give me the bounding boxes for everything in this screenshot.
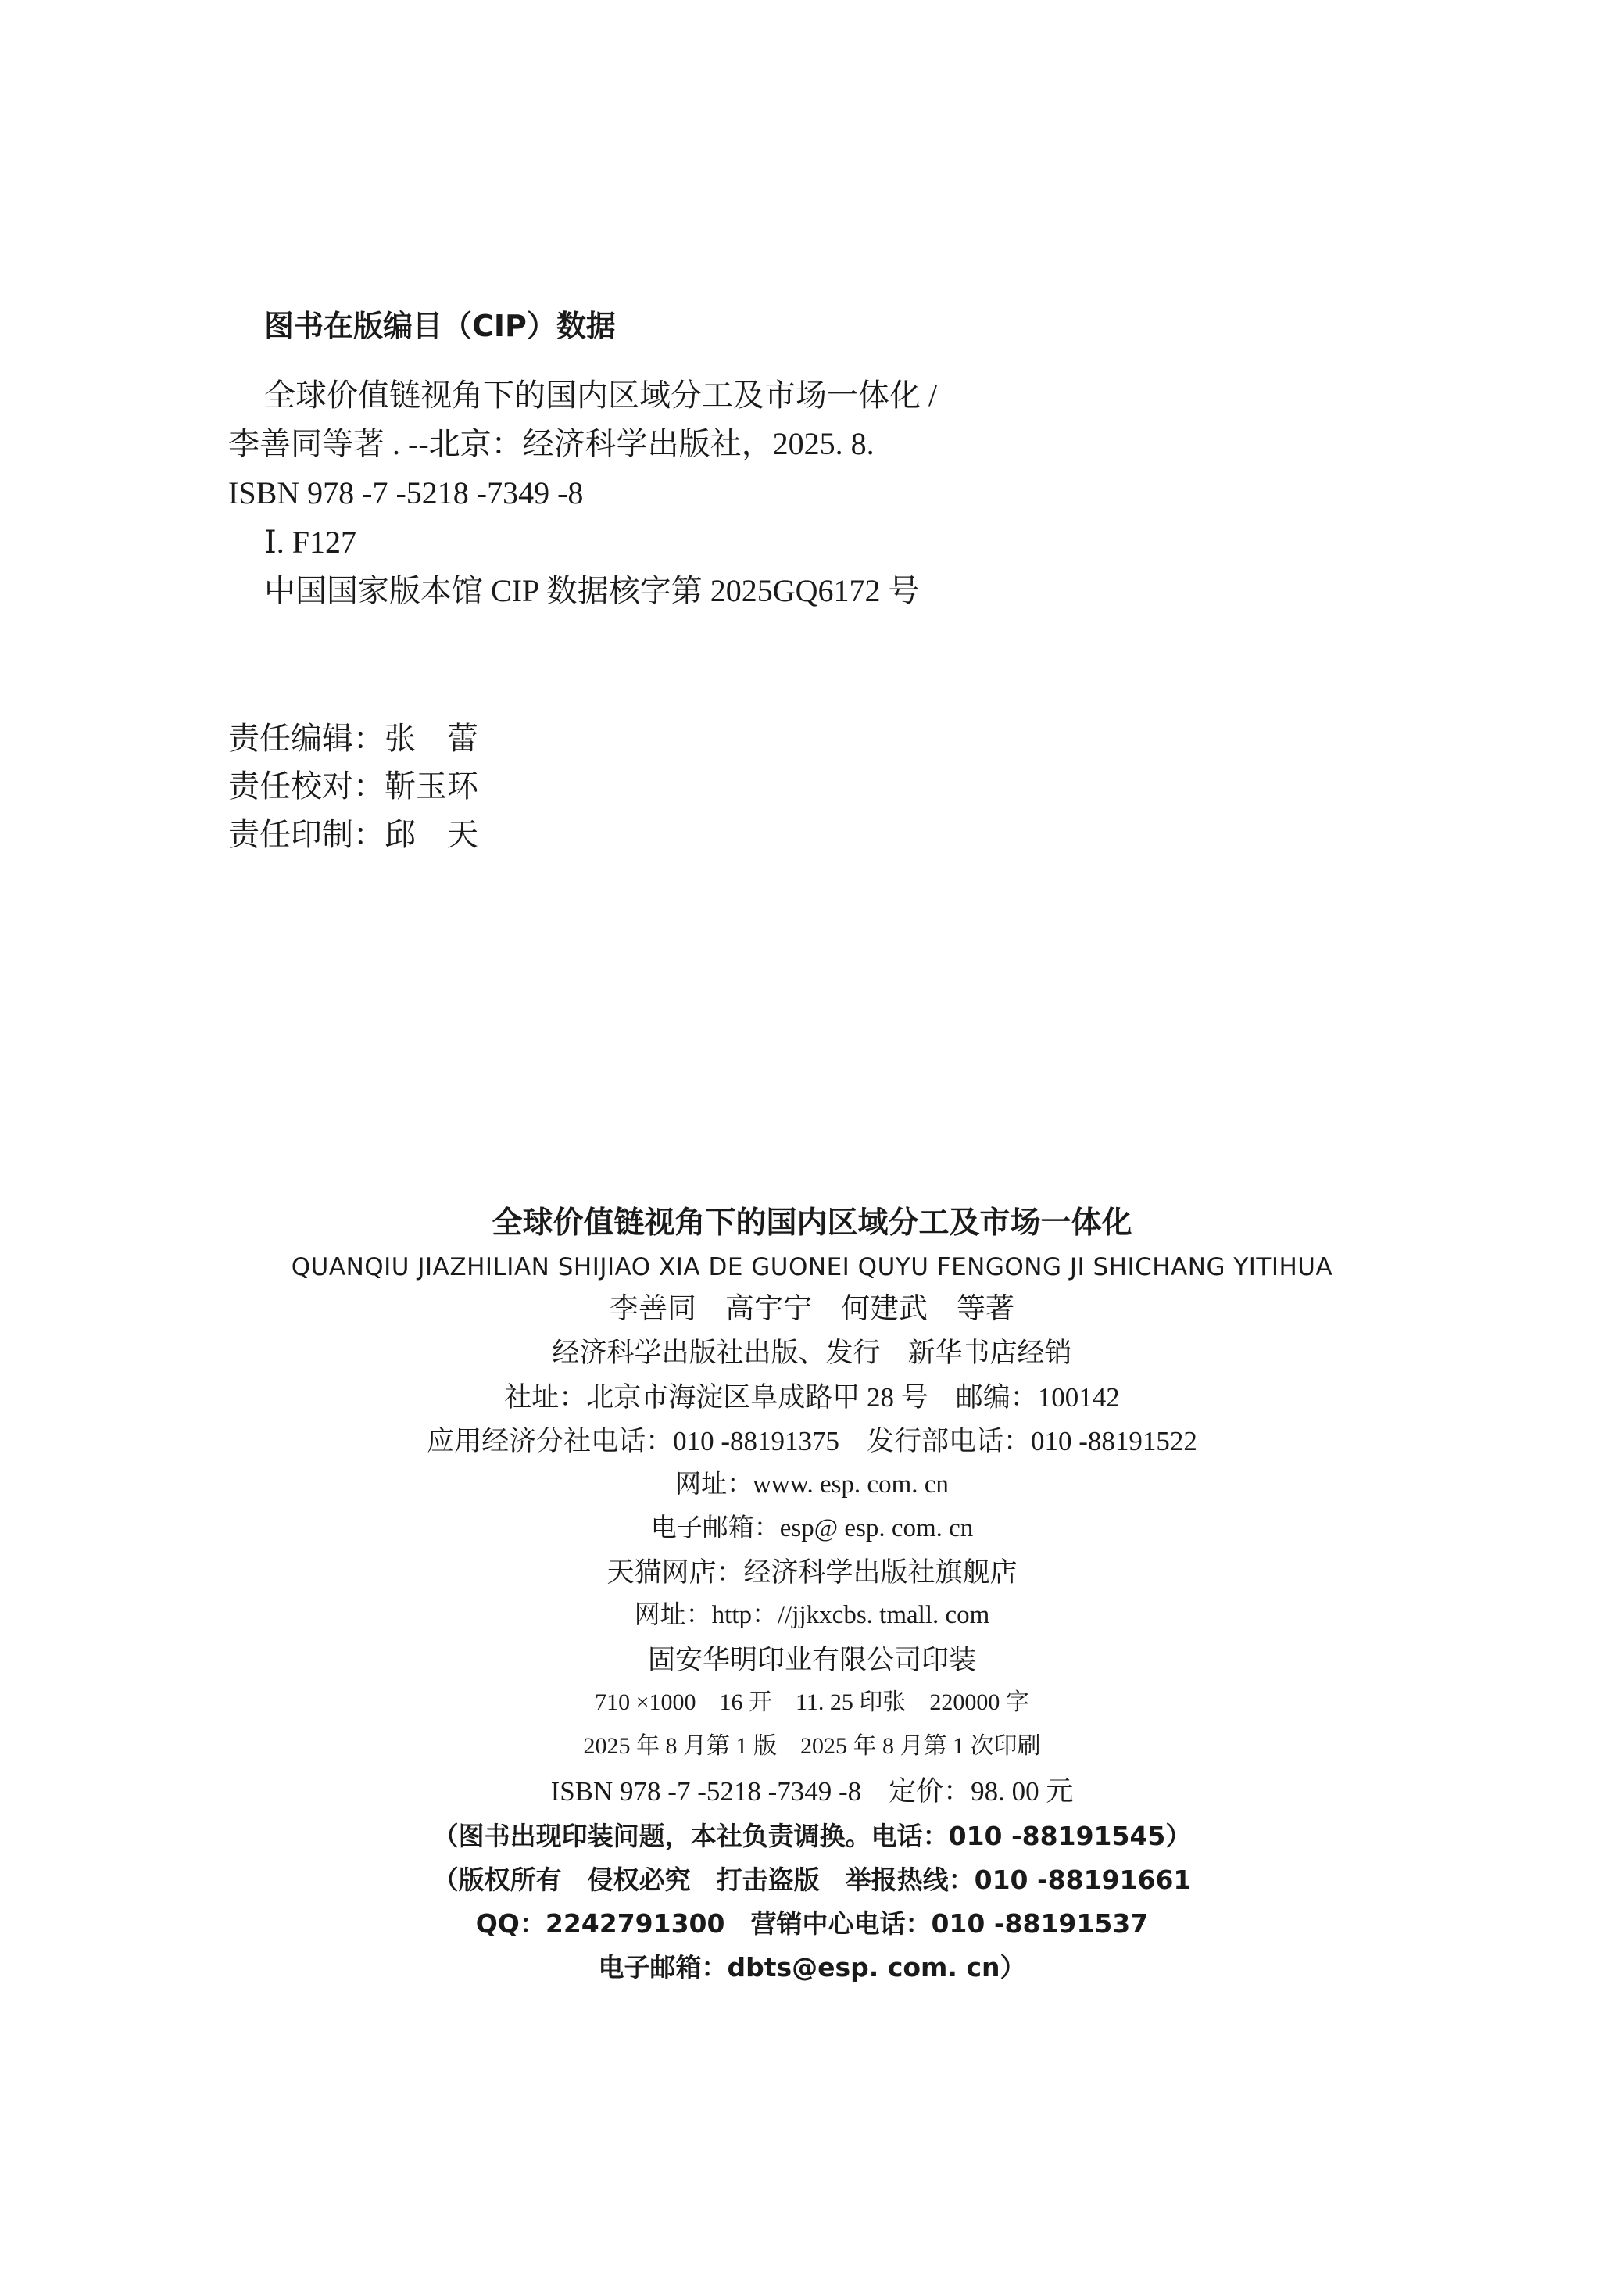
cip-isbn-line: ISBN 978 -7 -5218 -7349 -8: [228, 475, 584, 510]
publisher-website: 网址：www. esp. com. cn: [675, 1470, 949, 1499]
publisher-line: 经济科学出版社出版、发行 新华书店经销: [552, 1338, 1072, 1368]
publisher-email: 电子邮箱：esp@ esp. com. cn: [650, 1514, 974, 1542]
edition-info: 2025 年 8 月第 1 版 2025 年 8 月第 1 次印刷: [583, 1733, 1041, 1759]
book-format: 710 ×1000 16 开 11. 25 印张 220000 字: [595, 1689, 1029, 1715]
book-authors: 李善同 高宇宁 何建武 等著: [610, 1293, 1014, 1325]
cip-author-line: 李善同等著 . --北京：经济科学出版社，2025. 8.: [228, 426, 875, 461]
cip-heading: 图书在版编目（CIP）数据: [264, 309, 616, 343]
marketing-contact: QQ：2242791300 营销中心电话：010 -88191537: [475, 1908, 1149, 1939]
tmall-store: 天猫网店：经济科学出版社旗舰店: [606, 1557, 1018, 1588]
printing-notice: （图书出现印装问题，本社负责调换。电话：010 -88191545）: [432, 1821, 1192, 1851]
responsible-editor: 责任编辑：张 蕾: [228, 721, 478, 756]
responsible-proofreader: 责任校对：靳玉环: [228, 768, 478, 804]
isbn-price: ISBN 978 -7 -5218 -7349 -8 定价：98. 00 元: [550, 1776, 1074, 1807]
responsible-printing: 责任印制：邱 天: [228, 817, 478, 852]
tmall-url: 网址：http：//jjkxcbs. tmall. com: [634, 1601, 990, 1629]
cip-title-line: 全球价值链视角下的国内区域分工及市场一体化 /: [264, 378, 938, 413]
publisher-phones: 应用经济分社电话：010 -88191375 发行部电话：010 -88191522: [427, 1426, 1197, 1456]
complaint-email: 电子邮箱：dbts@esp. com. cn）: [598, 1952, 1026, 1983]
book-title: 全球价值链视角下的国内区域分工及市场一体化: [492, 1205, 1132, 1241]
book-title-pinyin: QUANQIU JIAZHILIAN SHIJIAO XIA DE GUONEI QUYU FENGONG JI SHICHANG YITIHUA: [291, 1253, 1333, 1281]
printer: 固安华明印业有限公司印装: [647, 1645, 976, 1675]
cip-record-number-line: 中国国家版本馆 CIP 数据核字第 2025GQ6172 号: [264, 573, 920, 608]
copyright-notice: （版权所有 侵权必究 打击盗版 举报热线：010 -88191661: [432, 1864, 1192, 1895]
cip-classification-line: Ⅰ. F127: [264, 525, 357, 560]
publisher-address: 社址：北京市海淀区阜成路甲 28 号 邮编：100142: [504, 1382, 1120, 1413]
